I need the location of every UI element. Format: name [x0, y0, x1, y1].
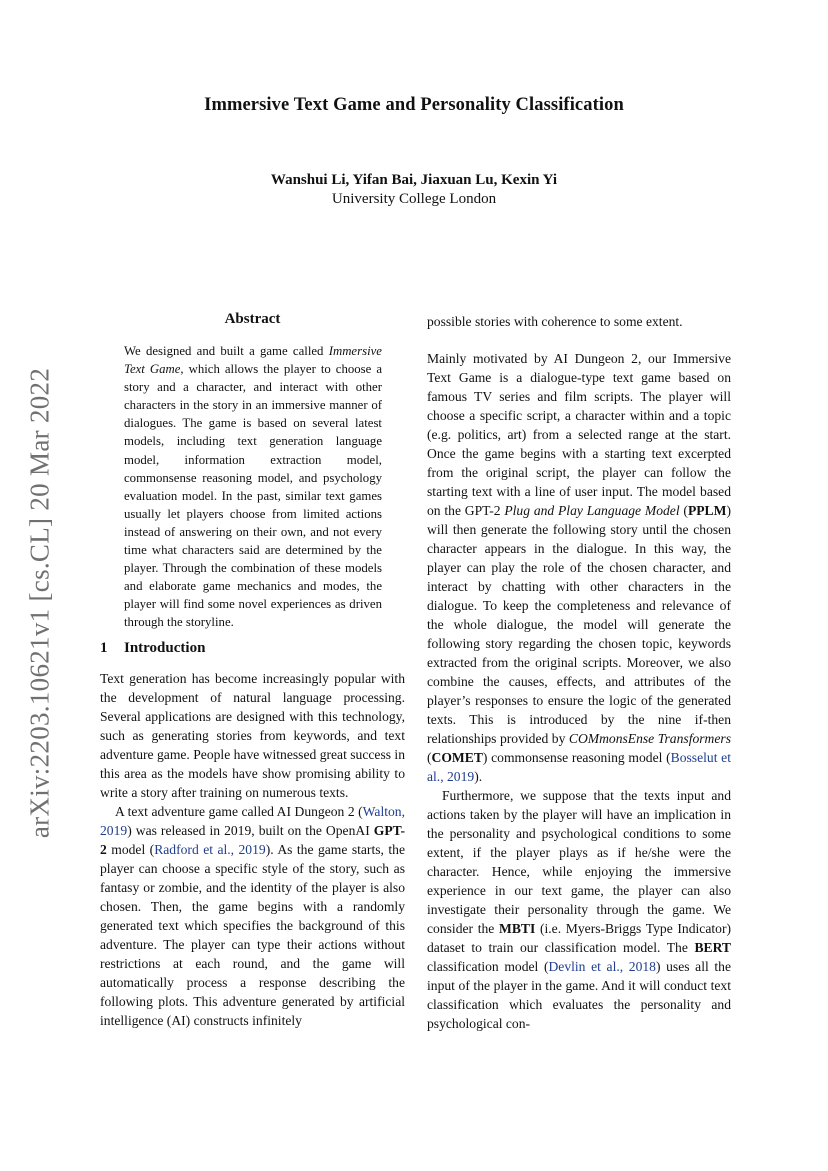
author-list: Wanshui Li, Yifan Bai, Jiaxuan Lu, Kexin Yi	[270, 172, 558, 188]
paragraph-text: ) will then generate the following story until the chosen character appears in the dialogue. In this way, the player can play the role of the chosen character, and interact by chatting with other characters in the dialogue. To keep the completeness and relevance of the whole dialogue, the model will generate the following story regarding the chosen topic, keywords extracted from the original scripts. Moreover, we also combine the causes, effects, and attributes of the player’s responses to ensure the logic of the generated texts. This is introduced by the nine if-then relationships provided by	[427, 503, 731, 746]
dataset-name-bold: MBTI	[499, 921, 536, 936]
abstract-heading: Abstract	[224, 311, 281, 327]
paragraph-text: ) was released in 2019, built on the OpenAI	[127, 823, 374, 838]
model-name-bold: GPT-2	[100, 823, 405, 857]
citation-link[interactable]: Radford et al., 2019	[154, 842, 266, 857]
section-title: Introduction	[124, 640, 206, 656]
paragraph-text: ). As the game starts, the player can choose a specific style of the story, such as fantasy or zombie, and the identity of the player is also chosen. Then, the game begins with a randomly generated text which specifies the background of this adventure. The player can type their actions without restrictions at each round, and the game will automatically process a response describing the following plots. This adventure generated by artificial intelligence (AI) constructs infinitely	[100, 842, 405, 1028]
game-name-emphasis: Immersive Text Game	[124, 344, 382, 377]
intro-paragraph-4	[427, 786, 731, 1033]
intro-paragraph-3	[427, 349, 731, 786]
paragraph-text: Mainly motivated by AI Dungeon 2, our Immersive Text Game is a dialogue-type text game based on famous TV series and film scripts. The player will choose a specific script, a character within and a topic (e.g. politics, art) from a selected range at the start. Once the game begins with a starting text excerpted from the original script, the player can follow the starting text with a line of user input. The model based on the GPT-2	[427, 351, 731, 518]
left-column-body	[100, 669, 405, 1030]
intro-paragraph-1: Text generation has become increasingly popular with the development of natural language processing. Several applications are designed with this technology, such as generating stories from keywords, and text adventure game. People have witnessed great success in this area as the models have show promising ability to write a story after training on numerous texts.	[100, 671, 405, 800]
abstract-text: We designed and built a game called	[124, 344, 329, 358]
paragraph-text: ) uses all the input of the player in the game. And it will conduct text classification which evaluates the personality and psychological con-	[427, 959, 731, 1031]
paper-title: Immersive Text Game and Personality Classification	[204, 95, 624, 115]
paragraph-text: ).	[474, 769, 483, 784]
model-name-bold: BERT	[694, 940, 731, 955]
abstract-body	[124, 342, 382, 632]
intro-paragraph-2-continued: possible stories with coherence to some extent.	[427, 314, 683, 329]
paragraph-text: (	[427, 750, 432, 765]
model-name-italic: COMmonsEnse Transformers	[568, 731, 731, 746]
paragraph-text: (i.e. Myers-Briggs Type Indicator) dataset to train our classification model. The	[427, 921, 731, 955]
model-name-bold: PPLM	[687, 503, 727, 518]
model-name-bold: COMET	[431, 750, 483, 765]
paragraph-text: A text adventure game called AI Dungeon 2 (	[115, 804, 363, 819]
abstract-text: , which allows the player to choose a story and a character, and interact with other characters in the story in an immersive manner of dialogues. The game is based on several latest models, including text generation language model, information extraction model, commonsense reasoning model, and psychology evaluation model. In the past, similar text games usually let players choose from limited actions instead of answering on their own, and not every time what characters said are determined by the player. Through the combination of these models and elaborate game mechanics and modes, the player will find some novel experiences as driven through the storyline.	[124, 362, 382, 630]
paragraph-text: model (	[106, 842, 155, 857]
model-name-italic: Plug and Play Language Model	[504, 503, 680, 518]
paragraph-text: Furthermore, we suppose that the texts input and actions taken by the player will have an implication in the personality and psychological conditions to some extent, if the player plays as if he/she were the character. Hence, while enjoying the immersive experience in our text game, the player can also investigate their personality through the game. We consider the	[427, 788, 731, 936]
intro-paragraph-2	[100, 802, 405, 1030]
citation-link[interactable]: Bosselut et al., 2019	[427, 750, 731, 784]
paragraph-text: ) commonsense reasoning model (	[482, 750, 671, 765]
section-number: 1	[100, 640, 108, 656]
citation-link[interactable]: Walton, 2019	[100, 804, 405, 838]
paragraph-text: classification model (	[427, 959, 549, 974]
section-heading-introduction	[100, 640, 405, 657]
affiliation: University College London	[331, 191, 497, 207]
arxiv-identifier: arXiv:2203.10621v1 [cs.CL] 20 Mar 2022	[24, 367, 55, 839]
right-column-body	[427, 312, 731, 1033]
citation-link[interactable]: Devlin et al., 2018	[548, 959, 656, 974]
paragraph-text: (	[679, 503, 688, 518]
